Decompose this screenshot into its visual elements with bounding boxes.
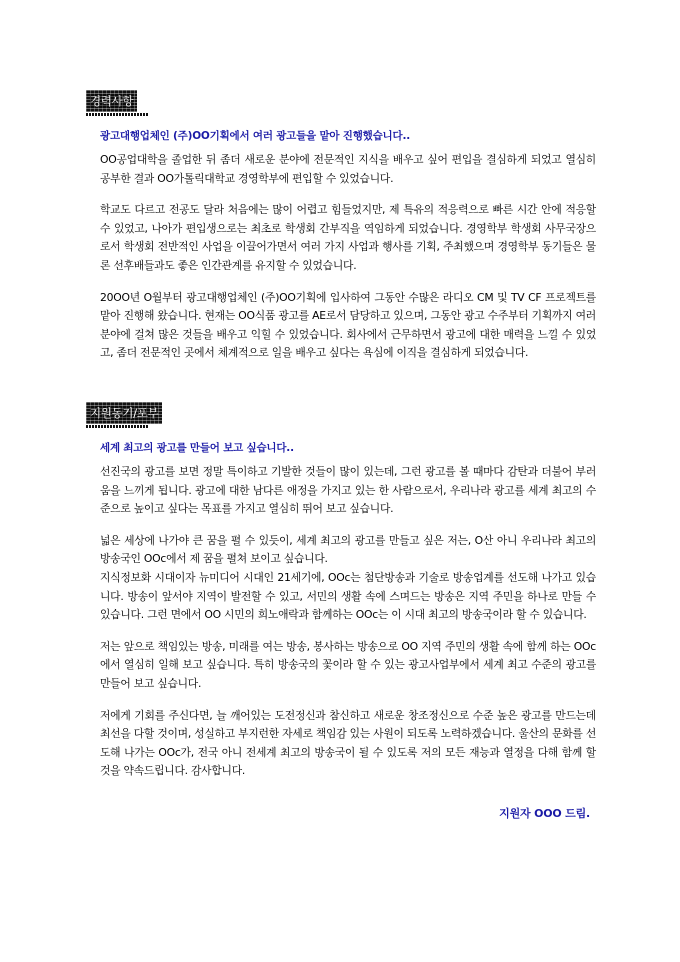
- paragraph: 선진국의 광고를 보면 정말 특이하고 기발한 것들이 많이 있는데, 그런 광고를 볼 때마다 감탄과 더불어 부러움을 느끼게 됩니다. 광고에 대한 남다른 애정을 가지고 있는 한 사람으로서, 우리나라 광고를 세계 최고의 수준으로 높이고 싶다는 목표를 가지고 열심히 뛰어 보고 싶습니다.: [100, 465, 596, 516]
- section-career: [86, 90, 596, 363]
- section-title: 지원동기/포부: [90, 406, 159, 420]
- paragraph: 20OO년 O월부터 광고대행업체인 (주)OO기획에 입사하여 그동안 수많은 라디오 CM 및 TV CF 프로젝트를 맡아 진행해 왔습니다. 현재는 OO식품 광고를 AE로서 담당하고 있으며, 그동안 광고 수주부터 기획까지 여러 분야에 걸쳐 많은 것들을 배우고 익힐 수 있었습니다. 회사에서 근무하면서 광고에 대한 매력을 느낄 수 있었고, 좀더 전문적인 곳에서 체계적으로 일을 배우고 싶다는 욕심에 이직을 결심하게 되었습니다.: [100, 290, 596, 360]
- header-underline: [86, 425, 148, 428]
- section-title: 경력사항: [90, 94, 134, 108]
- section-subtitle: 광고대행업체인 (주)OO기획에서 여러 광고들을 맡아 진행했습니다..: [100, 130, 411, 142]
- paragraph: 학교도 다르고 전공도 달라 처음에는 많이 어렵고 힘들었지만, 제 특유의 적응력으로 빠른 시간 안에 적응할 수 있었고, 나아가 편입생으로는 최초로 학생회 간부직을 역임하게 되었습니다. 경영학부 학생회 사무국장으로서 학생회 전반적인 사업을 이끌어가면서 여러 가지 사업과 행사를 기획, 주최했으며 경영학부 동기들은 물론 선후배들과도 좋은 인간관계를 유지할 수 있었습니다.: [100, 203, 596, 272]
- paragraph: 저에게 기회를 주신다면, 늘 깨어있는 도전정신과 참신하고 새로운 창조정신으로 수준 높은 광고를 만드는데 최선을 다할 것이며, 성실하고 부지런한 자세로 책임감 있는 사원이 되도록 노력하겠습니다. 울산의 문화를 선도해 나가는 OOc가, 전국 아니 전세계 최고의 방송국이 될 수 있도록 저의 모든 재능과 열정을 다해 함께 할 것을 약속드립니다. 감사합니다.: [100, 708, 596, 778]
- header-underline: [86, 113, 148, 116]
- paragraph: OO공업대학을 졸업한 뒤 좀더 새로운 분야에 전문적인 지식을 배우고 싶어 편입을 결심하게 되었고 열심히 공부한 결과 OO가톨릭대학교 경영학부에 편입할 수 있었습니다.: [100, 153, 596, 185]
- paragraph: 저는 앞으로 책임있는 방송, 미래를 여는 방송, 봉사하는 방송으로 OO 지역 주민의 생활 속에 함께 하는 OOc에서 열심히 일해 보고 싶습니다. 특히 방송국의 꽃이라 할 수 있는 광고사업부에서 세계 최고 수준의 광고를 만들어 보고 싶습니다.: [100, 639, 596, 690]
- section-motivation: [86, 402, 596, 781]
- section-header: [86, 90, 137, 112]
- paragraph: 넓은 세상에 나가야 큰 꿈을 펼 수 있듯이, 세계 최고의 광고를 만들고 싶은 저는, O산 아니 우리나라 최고의 방송국인 OOc에서 제 꿈을 펼쳐 보이고 싶습니다. 지식정보화 시대이자 뉴미디어 시대인 21세기에, OOc는 첨단방송과 기술로 방송업계를 선도해 나가고 있습니다. 방송이 앞서야 지역이 발전할 수 있고, 서민의 생활 속에 스며드는 방송은 지역 주민을 하나로 만들 수 있습니다. 그런 면에서 OO 시민의 희노애락과 함께하는 OOc는 이 시대 최고의 방송국이라 할 수 있습니다.: [100, 533, 596, 622]
- section-subtitle: 세계 최고의 광고를 만들어 보고 싶습니다..: [100, 442, 294, 454]
- signature: 지원자 OOO 드림.: [499, 807, 590, 820]
- section-header: [86, 402, 162, 424]
